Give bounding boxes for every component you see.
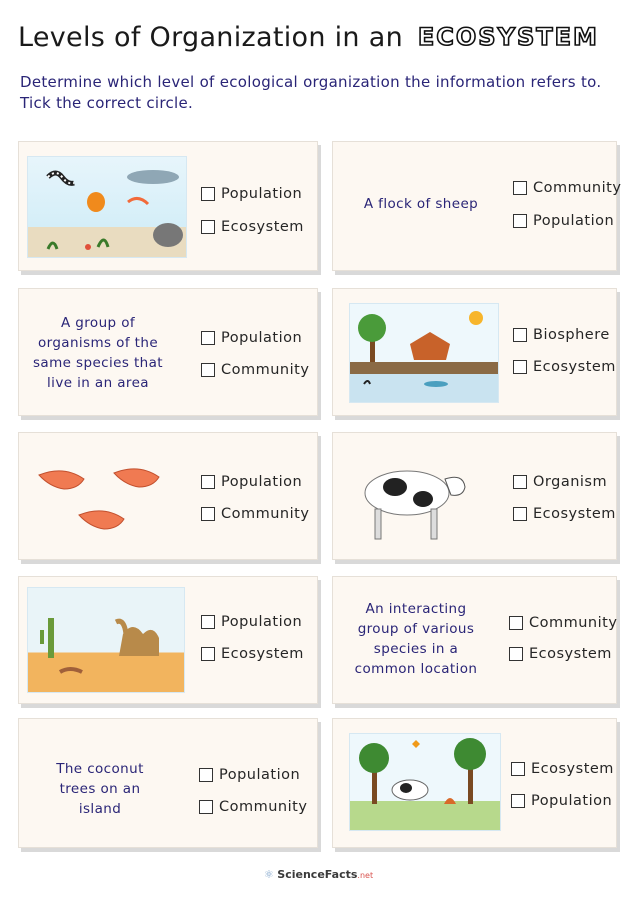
option-6b[interactable] [513,506,616,522]
checkbox[interactable] [201,187,215,201]
shrimp-illustration [29,453,184,548]
question-card-5 [18,432,318,560]
option-2a[interactable] [513,180,621,196]
ocean-illustration [27,156,187,258]
option-label: Population [531,793,613,809]
option-label: Population [221,614,303,630]
option-7b[interactable] [201,646,304,662]
option-label: Community [529,615,618,631]
biosphere-illustration [349,303,499,403]
option-5b[interactable] [201,506,309,522]
option-3b[interactable] [201,362,309,378]
option-label: Population [221,330,303,346]
desert-illustration [27,587,185,693]
checkbox[interactable] [201,475,215,489]
option-label: Population [221,474,303,490]
question-card-8 [332,576,617,704]
question-card-4 [332,288,617,416]
option-10a[interactable] [511,761,614,777]
option-label: Community [221,506,310,522]
question-card-3 [18,288,318,416]
option-label: Ecosystem [221,219,304,235]
option-10b[interactable] [511,793,612,809]
option-label: Ecosystem [533,359,616,375]
brand-name: ScienceFacts [277,868,358,881]
option-7a[interactable] [201,614,302,630]
checkbox[interactable] [511,794,525,808]
checkbox[interactable] [513,507,527,521]
atom-icon: ⚛ [263,868,274,881]
option-label: Community [533,180,622,196]
option-label: Biosphere [533,327,610,343]
option-2b[interactable] [513,213,614,229]
checkbox[interactable] [201,647,215,661]
checkbox[interactable] [513,328,527,342]
question-text: A group of organisms of the same species that live in an area [33,315,163,391]
question-card-9 [18,718,318,848]
checkbox[interactable] [201,507,215,521]
checkbox[interactable] [513,214,527,228]
checkbox[interactable] [511,762,525,776]
option-9b[interactable] [199,799,307,815]
question-card-1 [18,141,318,271]
question-card-10 [332,718,617,848]
option-8a[interactable] [509,615,617,631]
option-label: Population [533,213,615,229]
checkbox[interactable] [201,615,215,629]
checkbox[interactable] [201,220,215,234]
checkbox[interactable] [513,475,527,489]
option-4a[interactable] [513,327,610,343]
option-label: Ecosystem [531,761,614,777]
option-label: Ecosystem [529,646,612,662]
option-label: Ecosystem [221,646,304,662]
question-text: An interacting group of various species in a common location [354,601,478,677]
footer-logo [0,868,637,881]
checkbox[interactable] [201,363,215,377]
community-illustration [349,733,501,831]
question-text: A flock of sheep [363,196,479,212]
question-card-6 [332,432,617,560]
instructions: Determine which level of ecological organization the information refers to. Tick the correct circle. [20,73,602,112]
option-1b[interactable] [201,219,304,235]
cow-illustration [357,449,477,547]
option-5a[interactable] [201,474,302,490]
option-label: Ecosystem [533,506,616,522]
page-title [18,22,599,53]
checkbox[interactable] [509,616,523,630]
option-6a[interactable] [513,474,607,490]
option-label: Population [221,186,303,202]
option-label: Population [219,767,301,783]
option-label: Community [219,799,308,815]
checkbox[interactable] [513,360,527,374]
checkbox[interactable] [513,181,527,195]
title-highlight: ECOSYSTEM [417,23,599,51]
option-3a[interactable] [201,330,302,346]
checkbox[interactable] [199,768,213,782]
brand-suffix: .net [357,871,374,880]
title-text: Levels of Organization in an [18,22,403,53]
option-label: Community [221,362,310,378]
question-card-2 [332,141,622,271]
checkbox[interactable] [509,647,523,661]
question-card-7 [18,576,318,704]
option-1a[interactable] [201,186,302,202]
checkbox[interactable] [201,331,215,345]
option-9a[interactable] [199,767,300,783]
option-label: Organism [533,474,608,490]
option-8b[interactable] [509,646,612,662]
option-4b[interactable] [513,359,616,375]
question-text: The coconut trees on an island [56,761,144,817]
checkbox[interactable] [199,800,213,814]
